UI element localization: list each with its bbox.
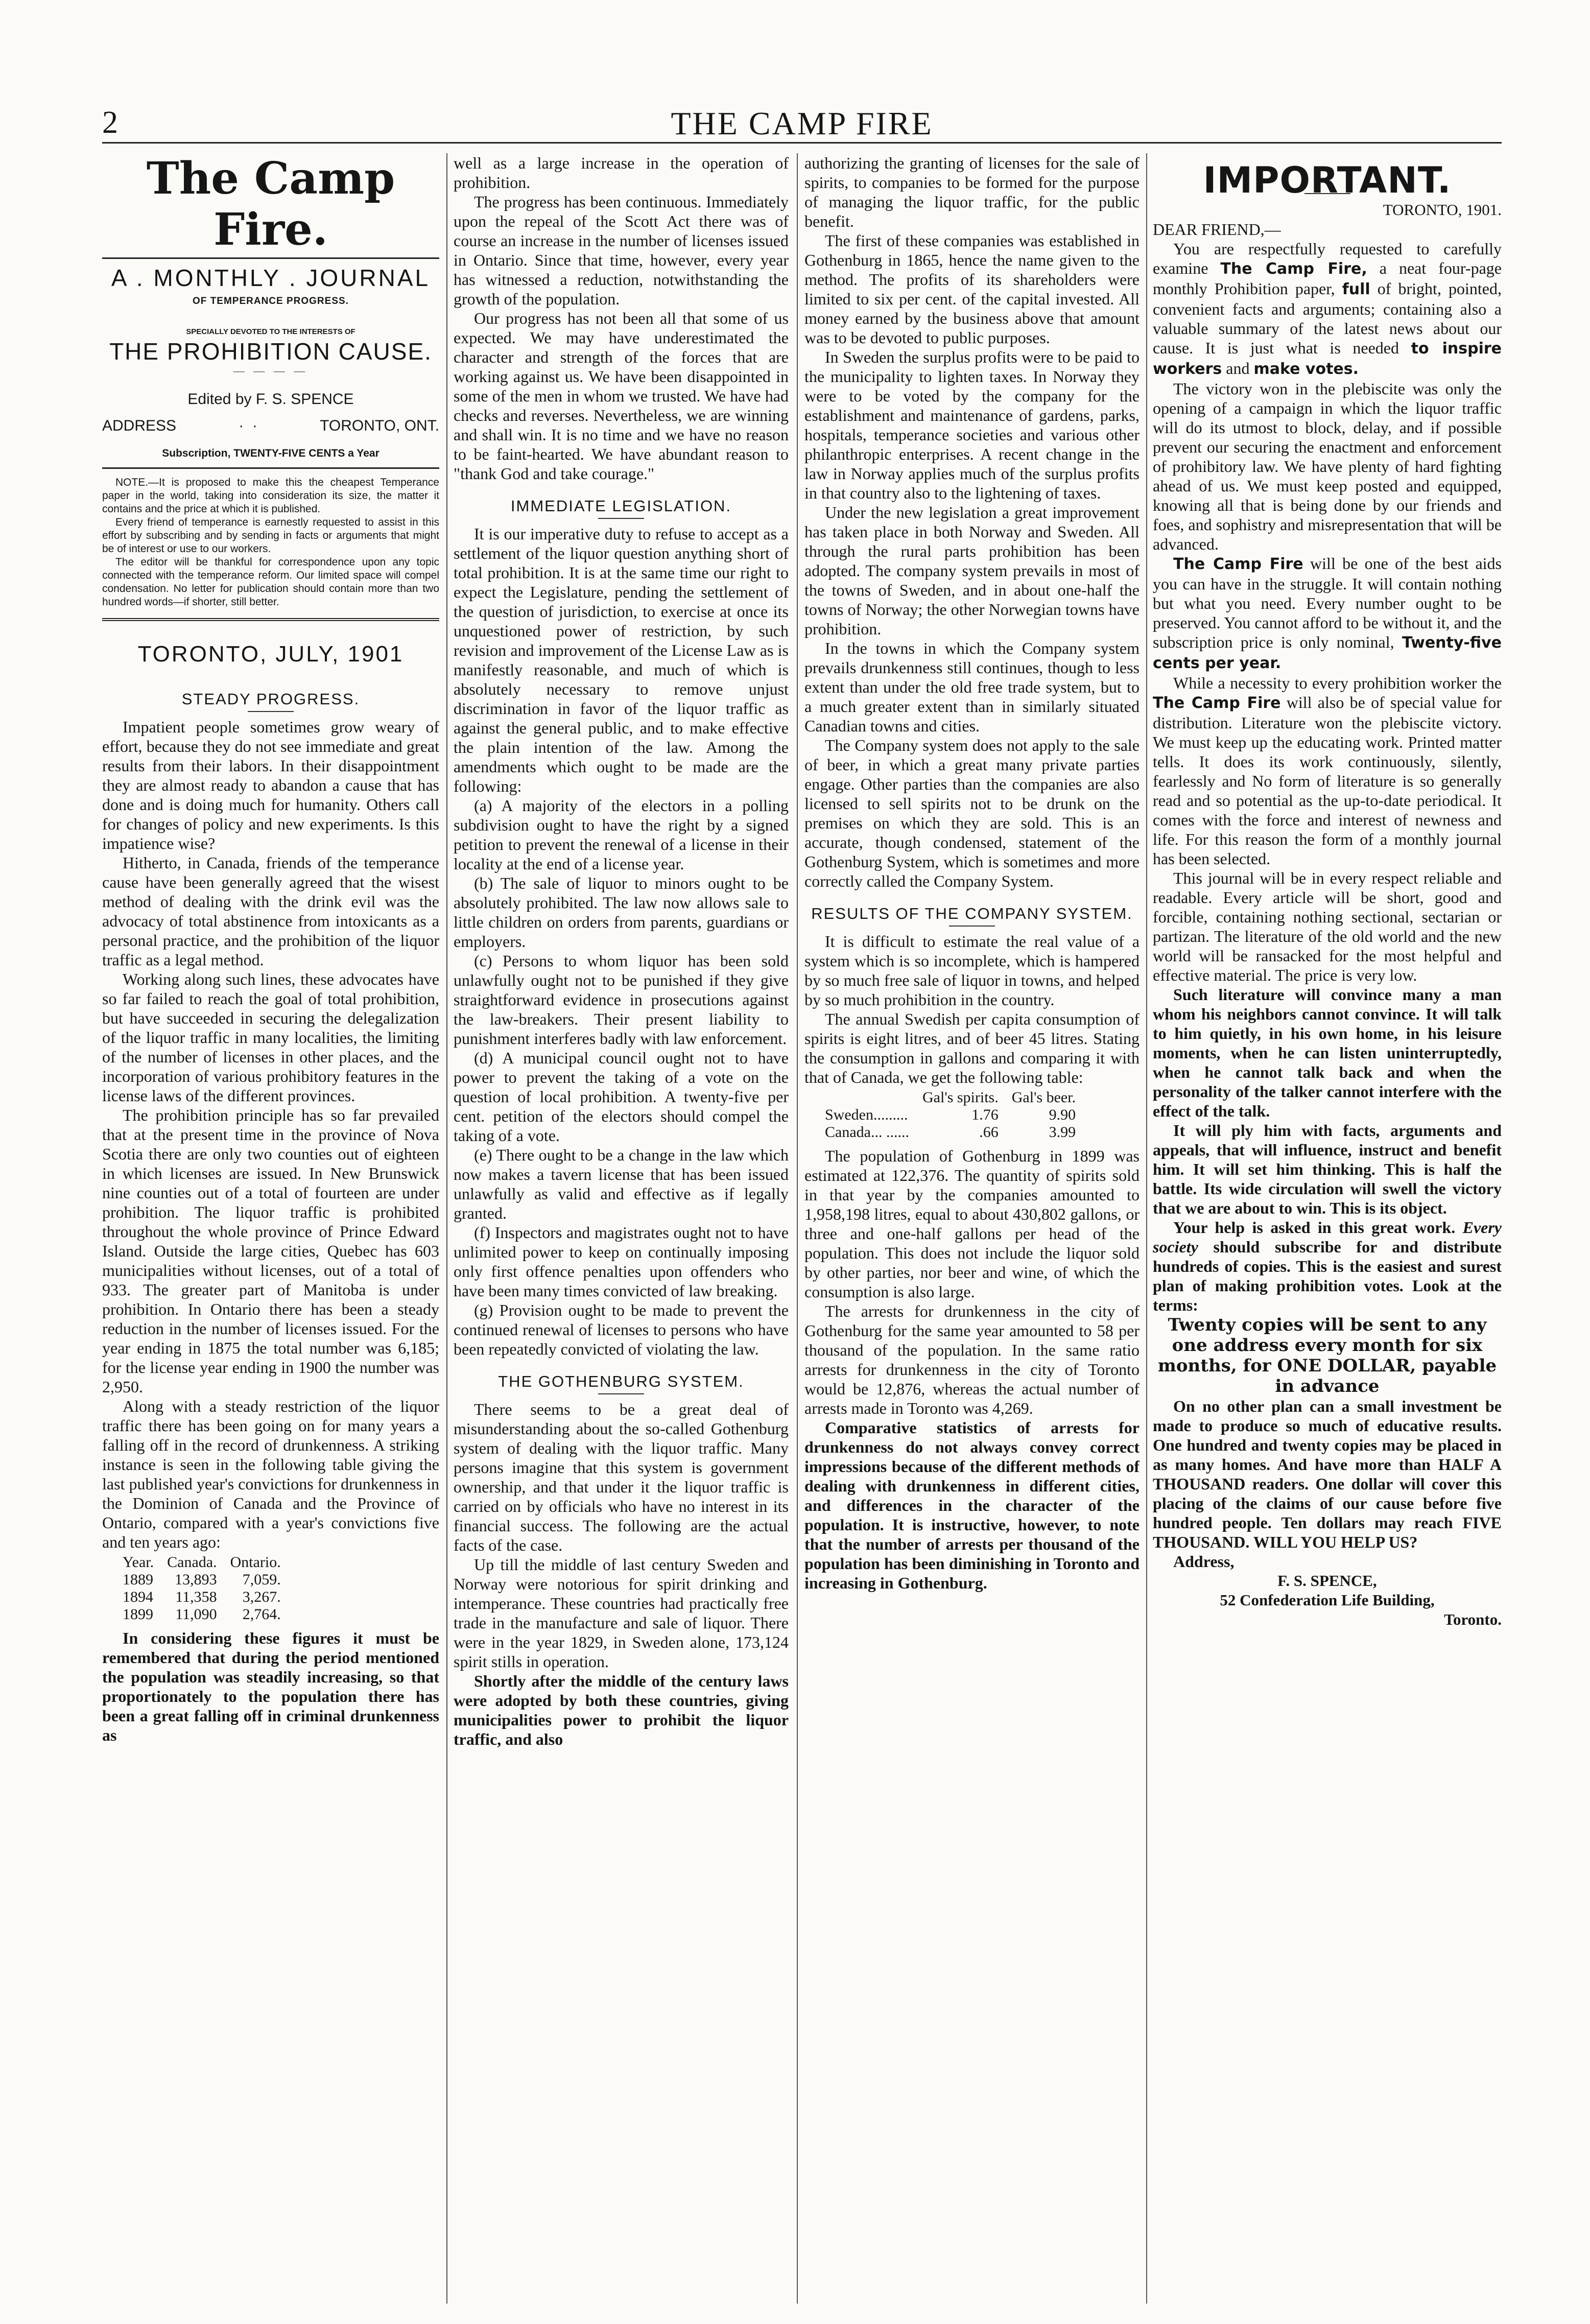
subscription-terms: Twenty copies will be sent to any one address every month for six months, for ONE DOLLAR, payable in advance [1157,1315,1497,1396]
paragraph: Hitherto, in Canada, friends of the temperance cause have been generally agreed that the wisest method of dealing with the drink evil was the advocacy of total abstinence from intoxicants as a personal practice, and the prohibition of the liquor traffic as a legal method. [102,853,439,969]
table-cell: 7,059. [242,1571,281,1588]
paragraph: Shortly after the middle of the century laws were adopted by both these countries, giving municipalities power to prohibit the liquor traffic, and also [454,1672,789,1748]
paragraph: (a) A majority of the electors in a polling subdivision ought to have the right by a signed petition to prevent the renewal of a license in their locality at the end of a license year. [454,796,789,873]
masthead-address [102,416,439,436]
table-row [123,1588,294,1606]
article-heading: IMMEDIATE LEGISLATION. [510,497,732,515]
paragraph: (g) Provision ought to be made to prevent the continued renewal of licenses to persons who have been repeatedly convicted of violating the law. [454,1301,789,1358]
paper-name: The Camp Fire [1173,555,1303,573]
paragraph: (f) Inspectors and magistrates ought not to have unlimited power to keep on continually imposing only first offence penalties upon offenders who have been many times convicted of law breaking. [454,1223,789,1300]
masthead-rule [102,257,439,259]
article-heading: STEADY PROGRESS. [181,690,360,708]
address-dots: · · [239,417,257,434]
table-cell: 9.90 [1049,1106,1076,1123]
paragraph: The victory won in the plebiscite was only the opening of a campaign in which the liquor traffic will do its utmost to block, delay, and if possible prevent our securing the enactment and enforcement of prohibitory law. We have plenty of hard fighting ahead of us. We must keep posted and equipped, knowing all that is being done by our friends and foes, and sophistry and misrepresentation that will be advanced. [1153,380,1502,553]
article-heading: RESULTS OF THE COMPANY SYSTEM. [811,905,1133,922]
dateline: TORONTO, JULY, 1901 [137,642,404,667]
note-paragraph: Every friend of temperance is earnestly requested to assist in this effort by subscribing and by sending in facts or arguments that might be of interest or use to our workers. [102,516,439,555]
table-row [123,1606,294,1623]
paragraph [1153,673,1502,868]
table-cell: 11,358 [175,1588,217,1605]
table-header-cell: Year. [123,1554,154,1571]
paragraph: It is our imperative duty to refuse to accept as a settlement of the liquor question anything short of total prohibition. It is at the same time our right to expect the Legislature, pending the settlement of the question of jurisdiction, to exercise at once its unquestioned power of restriction, by such revision and improvement of the License Law as is manifestly reasonable, and much of which is absolutely necessary to remove unjust discrimination in favor of the liquor traffic as against the general public, and to make effective the plain intention of the law. Among the amendments which ought to be made are the following: [454,525,789,795]
table-row [825,1106,1089,1124]
signature-city: Toronto. [1444,1610,1502,1628]
heading-rule [949,926,995,927]
table-cell: 11,090 [175,1606,217,1623]
paper-name: The Camp Fire [1153,694,1281,712]
text: Your help is asked in this great work. [1173,1218,1456,1237]
paragraph: There seems to be a great deal of misunderstanding about the so-called Gothenburg system of dealing with the liquor traffic. Many persons imagine that this system is government ownership, and that under it the liquor traffic is carried on by officials who have no interest in its financial success. The following are the actual facts of the case. [454,1400,789,1554]
paragraph [1153,1218,1502,1315]
paragraph: Our progress has not been all that some of us expected. We may have underestimated the character and strength of the forces that are working against us. We have been disappointed in some of the men in whom we trusted. We have had checks and reverses. Nevertheless, we are winning and shall win. It is no time and we have no reason to be faint-hearted. We have abundant reason to "thank God and take courage." [454,309,789,483]
consumption-table [825,1089,1089,1141]
address-label: ADDRESS [102,417,177,434]
column-divider [1146,153,1147,2304]
paragraph: This journal will be in every respect reliable and readable. Every article will be short, good and forcible, containing nothing sectional, sectarian or partizan. The literature of the old world and the new world will be ransacked for the most helpful and effective material. The price is very low. [1153,869,1502,984]
table-header-cell: Gal's spirits. [922,1089,999,1106]
table-cell: 2,764. [242,1606,281,1623]
masthead-title: The Camp Fire. [146,153,395,255]
convictions-table [123,1554,294,1623]
paragraph: In considering these figures it must be remembered that during the period mentioned the population was steadily increasing, so that proportionately to the population there has been a great falling off in criminal drunkenness as [102,1629,439,1744]
paragraph [1153,554,1502,673]
text: should subscribe for and distribute hundreds of copies. This is the easiest and surest plan of making prohibition votes. Look at the terms: [1153,1238,1502,1314]
paragraph: Under the new legislation a great improvement has taken place in both Norway and Sweden. All through the rural parts prohibition has been adopted. The company system prevails in most of the towns of Sweden, and in about one-half the towns of Norway; the other Norwegian towns have prohibition. [804,503,1140,638]
paragraph: authorizing the granting of licenses for the sale of spirits, to companies to be formed for the purpose of managing the liquor traffic, for the public benefit. [804,154,1140,230]
note-paragraph: NOTE.—It is proposed to make this the cheapest Temperance paper in the world, taking into consideration its size, the matter it contains and the price at which it is published. [102,477,439,515]
salutation: DEAR FRIEND,— [1153,220,1281,239]
table-cell: Sweden......... [825,1106,908,1123]
masthead-special: SPECIALLY DEVOTED TO THE INTERESTS OF [186,327,355,336]
page-number: 2 [102,105,118,140]
emphasis: to inspire workers [1153,340,1502,378]
paragraph: Up till the middle of last century Sweden and Norway were notorious for spirit drinking and intemperance. These countries had practically free trade in the manufacture and sale of liquor. There were in the year 1829, in Sweden alone, 173,124 spirit stills in operation. [454,1555,789,1671]
table-cell: 3,267. [242,1588,281,1605]
paragraph: (c) Persons to whom liquor has been sold unlawfully ought not to be punished if they give straightforward evidence in prosecutions against the law-breakers. Their present liability to punishment interferes badly with law enforcement. [454,952,789,1048]
column-divider [797,153,798,2304]
column-2 [454,153,789,2309]
heading-rule [598,1393,644,1394]
paragraph [1153,239,1502,379]
table-cell: Canada... ...... [825,1124,909,1141]
masthead-subtitle: A . MONTHLY . JOURNAL [111,265,431,291]
paragraph: Impatient people sometimes grow weary of effort, because they do not see immediate and great results from their labors. In their disappointment they are almost ready to abandon a cause that has done and is doing much for humanity. Others call for changes of policy and new experiments. Is this impatience wise? [102,718,439,852]
table-cell: 13,893 [175,1571,217,1588]
subscription-line: Subscription, TWENTY-FIVE CENTS a Year [162,447,379,459]
paragraph: The first of these companies was established in Gothenburg in 1865, hence the name given to the method. The profits of its shareholders were limited to six per cent. of the capital invested. All money earned by the business above that amount was to be devoted to public purposes. [804,231,1140,347]
masthead-rule [102,467,439,469]
double-rule [102,618,439,621]
text: and [1226,359,1250,377]
masthead-of: OF TEMPERANCE PROGRESS. [193,296,349,306]
address-value: TORONTO, ONT. [320,417,439,434]
emphasis: Twenty-five cents per year. [1153,634,1502,672]
table-cell: 1894 [123,1588,153,1605]
table-cell: .66 [979,1124,999,1141]
table-cell: 1889 [123,1571,153,1588]
paragraph: The Company system does not apply to the sale of beer, in which a great many private parties engage. Other parties than the companies are also licensed to sell spirits not to be drunk on the premises on which they are sold. This is an accurate, though condensed, statement of the Gothenburg System, which is sometimes and more correctly called the Company System. [804,736,1140,890]
paragraph: The population of Gothenburg in 1899 was estimated at 122,376. The quantity of spirits sold in that year by the companies amounted to 1,958,198 litres, equal to about 430,802 gallons, or three and one-half gallons per head of the population. This does not include the liquor sold by other parties, nor beer and wine, of which the consumption is also large. [804,1147,1140,1301]
table-cell: 1.76 [971,1106,999,1123]
text: While a necessity to every prohibition worker the [1173,674,1502,692]
table-header-row [123,1554,294,1571]
column-4 [1153,153,1502,2309]
emphasis: full [1342,280,1370,298]
article-heading: THE GOTHENBURG SYSTEM. [498,1372,744,1390]
table-cell: 1899 [123,1606,153,1623]
paragraph: The progress has been continuous. Immediately upon the repeal of the Scott Act there was of course an increase in the number of licenses issued in Ontario. Since that time, however, every year has witnessed a reduction, notwithstanding the growth of the population. [454,193,789,308]
emphasis: make votes. [1253,360,1359,378]
signature-name: F. S. SPENCE, [1277,1572,1377,1590]
heading-rule [598,518,644,519]
table-header-cell: Ontario. [230,1554,281,1571]
signature-street: 52 Confederation Life Building, [1220,1591,1435,1609]
paragraph: The annual Swedish per capita consumption of spirits is eight litres, and of beer 45 litres. Stating the consumption in gallons and comparing it with that of Canada, we get the following table: [804,1010,1140,1086]
header-rule [102,142,1502,144]
column-divider [446,153,447,2304]
paragraph: well as a large increase in the operation of prohibition. [454,154,789,192]
paragraph: The prohibition principle has so far prevailed that at the present time in the province of Nova Scotia there are only two counties out of eighteen in which licenses are issued. In New Brunswick nine counties out of a total of fourteen are under prohibition. The liquor traffic is prohibited throughout the whole province of Prince Edward Island. Outside the large cities, Quebec has 603 municipalities without licenses, out of a total of 933. The greater part of Manitoba is under prohibition. In Ontario there has been a steady reduction in the number of licenses issued. For the year ending in 1875 the total number was 6,185; for the license year ending in 1900 the number was 2,950. [102,1106,439,1396]
paragraph: It is difficult to estimate the real value of a system which is so incomplete, which is hampered by so much free sale of liquor in towns, and helped by so much prohibition in the country. [804,932,1140,1009]
paragraph: Comparative statistics of arrests for drunkenness do not always convey correct impressions because of the different methods of dealing with drunkenness in different cities, and differences in the character of the population. It is instructive, however, to note that the number of arrests per thousand of the population has been diminishing in Toronto and increasing in Gothenburg. [804,1418,1140,1592]
column-1 [102,153,439,2309]
table-header-row [825,1089,1089,1106]
table-header-cell: Gal's beer. [1011,1089,1076,1106]
paragraph: (d) A municipal council ought not to have power to prevent the taking of a vote on the question of local prohibition. A twenty-five per cent. petition of the electors should compel the taking of a vote. [454,1049,789,1145]
paragraph: (b) The sale of liquor to minors ought to be absolutely prohibited. The law now allows sale to little children on orders from parents, guardians or employers. [454,874,789,951]
text: You are respectfully requested to carefully examine [1153,240,1502,277]
paragraph: It will ply him with facts, arguments and appeals, that will influence, instruct and benefit him. It will set him thinking. This is half the battle. Its wide circulation will swell the victory that we are about to win. This is its object. [1153,1121,1502,1217]
note-paragraph: The editor will be thankful for correspondence upon any topic connected with the temperance reform. Our limited space will compel condensation. No letter for publication should contain more than two hundred words—if shorter, still better. [102,556,439,608]
important-heading: IMPORTANT. [1203,159,1452,201]
paragraph: Along with a steady restriction of the liquor traffic there has been going on for many years a falling off in the record of drunkenness. A striking instance is seen in the following table giving the last published year's convictions for drunkenness in the Dominion of Canada and the Province of Ontario, compared with a year's convictions five and ten years ago: [102,1397,439,1551]
paragraph: In the towns in which the Company system prevails drunkenness still continues, though to less extent than under the old free trade system, but to a much greater extent than in similarly situated Canadian towns and cities. [804,639,1140,735]
table-row [123,1571,294,1588]
paragraph: (e) There ought to be a change in the law which now makes a tavern license that has been issued unlawfully as valid and effective as if legally granted. [454,1146,789,1222]
masthead-editor: Edited by F. S. SPENCE [187,391,354,408]
text: will also be of special value for distribution. Literature won the plebiscite victory. We must keep up the educating work. Printed matter tells. It does its work continuously, silently, fearlessly and No form of literature is so generally read and so potential as the up-to-date periodical. It comes with the force and interest of newness and life. For this reason the form of a monthly journal has been selected. [1153,693,1502,868]
column-3 [804,153,1140,2309]
emphasis: Every society [1153,1218,1502,1256]
masthead-cause: THE PROHIBITION CAUSE. [109,338,432,365]
paper-name: The Camp Fire, [1220,260,1367,278]
letter-place-date: TORONTO, 1901. [1383,201,1502,219]
paragraph: Working along such lines, these advocates have so far failed to reach the goal of total prohibition, but have succeeded in securing the delegalization of the liquor traffic in many localities, the limiting of the number of licenses in other places, and the incorporation of various prohibitory features in the license laws of the different provinces. [102,970,439,1105]
page-header [102,0,1502,146]
address-label: Address, [1173,1552,1235,1571]
table-header-cell [825,1089,922,1106]
text: will be one of the best aids you can have in the struggle. It will contain nothing but what you need. Every number ought to be preserved. You cannot afford to be without it, and the subscription price is only nominal, [1153,554,1502,651]
text: of bright, pointed, convenient facts and arguments; containing also a valuable summary of the latest news about our cause. It is just what is needed [1153,279,1502,357]
text: a neat four-page monthly Prohibition paper, [1153,259,1502,298]
running-title: THE CAMP FIRE [671,105,933,141]
heading-rule [248,711,294,712]
table-row [825,1124,1089,1141]
table-cell: 3.99 [1049,1124,1076,1141]
table-header-cell: Canada. [167,1554,217,1571]
paragraph: Such literature will convince many a man whom his neighbors cannot convince. It will talk to him quietly, in his own home, in his leisure moments, when he can listen uninterruptedly, when he cannot talk back and when the personality of the talker cannot interfere with the effect of the talk. [1153,985,1502,1120]
divider: — — — — [233,364,308,377]
paragraph: On no other plan can a small investment be made to produce so much of educative results. One hundred and twenty copies may be placed in as many homes. And have more than HALF A THOUSAND readers. One dollar will cover this placing of the claims of our cause before five hundred people. Ten dollars may reach FIVE THOUSAND. WILL YOU HELP US? [1153,1397,1502,1551]
editor-notes [102,476,439,609]
paragraph: The arrests for drunkenness in the city of Gothenburg for the same year amounted to 58 per thousand of the population. In the same ratio arrests for drunkenness in the city of Toronto would be 12,876, whereas the actual number of arrests made in Toronto was 4,269. [804,1302,1140,1417]
paragraph: In Sweden the surplus profits were to be paid to the municipality to lighten taxes. In Norway they were to be voted by the company for the establishment and maintenance of gardens, parks, hospitals, temperance societies and various other philanthropic enterprises. A recent change in the law in Norway applies much of the surplus profits in that country also to the lightening of taxes. [804,348,1140,502]
